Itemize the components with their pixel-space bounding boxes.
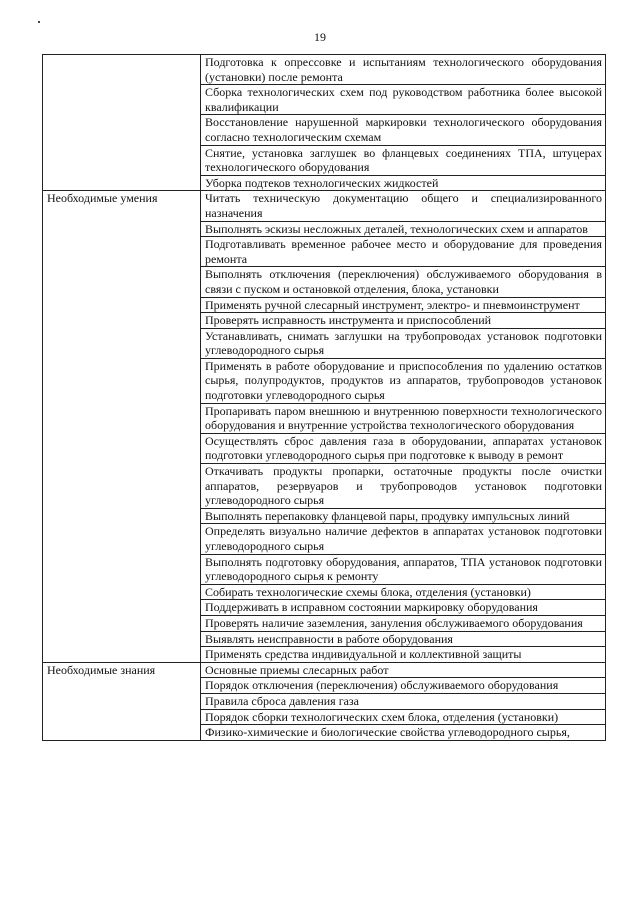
requirement-item: Уборка подтеков технологических жидкостей xyxy=(201,175,606,191)
requirement-item: Выявлять неисправности в работе оборудования xyxy=(201,631,606,647)
requirement-item: Применять ручной слесарный инструмент, электро- и пневмоинструмент xyxy=(201,297,606,313)
requirement-item: Выполнять перепаковку фланцевой пары, продувку импульсных линий xyxy=(201,508,606,524)
table-row xyxy=(43,55,606,85)
requirement-item: Определять визуально наличие дефектов в аппаратах установок подготовки углеводородного сырья xyxy=(201,524,606,554)
requirement-item: Выполнять подготовку оборудования, аппаратов, ТПА установок подготовки углеводородного сырья к ремонту xyxy=(201,554,606,584)
requirement-item: Основные приемы слесарных работ xyxy=(201,662,606,678)
requirement-item: Порядок сборки технологических схем блока, отделения (установки) xyxy=(201,709,606,725)
requirement-item: Осуществлять сброс давления газа в оборудовании, аппаратах установок подготовки углеводородного сырья при подготовке к выводу в ремонт xyxy=(201,433,606,463)
requirement-item: Выполнять отключения (переключения) обслуживаемого оборудования в связи с пуском и остановкой отделения, блока, установки xyxy=(201,267,606,297)
requirement-item: Читать техническую документацию общего и специализированного назначения xyxy=(201,191,606,221)
requirement-item: Проверять наличие заземления, зануления обслуживаемого оборудования xyxy=(201,615,606,631)
section-label: Необходимые умения xyxy=(43,191,201,662)
requirement-item: Устанавливать, снимать заглушки на трубопроводах установок подготовки углеводородного сырья xyxy=(201,328,606,358)
requirement-item: Применять в работе оборудование и приспособления по удалению остатков сырья, полупродуктов, продуктов из аппаратов, трубопроводов установок подготовки углеводородного сырья xyxy=(201,358,606,403)
requirement-item: Применять средства индивидуальной и коллективной защиты xyxy=(201,647,606,663)
table-row xyxy=(43,191,606,221)
requirement-item: Выполнять эскизы несложных деталей, технологических схем и аппаратов xyxy=(201,221,606,237)
requirement-item: Проверять исправность инструмента и приспособлений xyxy=(201,313,606,329)
table-row xyxy=(43,662,606,678)
requirement-item: Сборка технологических схем под руководством работника более высокой квалификации xyxy=(201,85,606,115)
requirement-item: Порядок отключения (переключения) обслуживаемого оборудования xyxy=(201,678,606,694)
requirement-item: Собирать технологические схемы блока, отделения (установки) xyxy=(201,584,606,600)
requirement-item: Поддерживать в исправном состоянии маркировку оборудования xyxy=(201,600,606,616)
requirement-item: Физико-химические и биологические свойства углеводородного сырья, xyxy=(201,725,606,741)
page-number: 19 xyxy=(314,30,326,44)
requirement-item: Пропаривать паром внешнюю и внутреннюю поверхности технологического оборудования и внутренние устройства технологического оборудования xyxy=(201,403,606,433)
requirement-item: Подготовка к опрессовке и испытаниям технологического оборудования (установки) после ремонта xyxy=(201,55,606,85)
section-label: Необходимые знания xyxy=(43,662,201,740)
competency-table xyxy=(42,54,606,741)
section-label xyxy=(43,55,201,191)
requirement-item: Снятие, установка заглушек во фланцевых соединениях ТПА, штуцерах технологического оборудования xyxy=(201,145,606,175)
requirement-item: Подготавливать временное рабочее место и оборудование для проведения ремонта xyxy=(201,237,606,267)
requirement-item: Правила сброса давления газа xyxy=(201,693,606,709)
requirement-item: Откачивать продукты пропарки, остаточные продукты после очистки аппаратов, резервуаров и трубопроводов установок подготовки углеводородного сырья xyxy=(201,464,606,509)
scan-speck xyxy=(38,21,40,23)
requirement-item: Восстановление нарушенной маркировки технологического оборудования согласно технологическим схемам xyxy=(201,115,606,145)
